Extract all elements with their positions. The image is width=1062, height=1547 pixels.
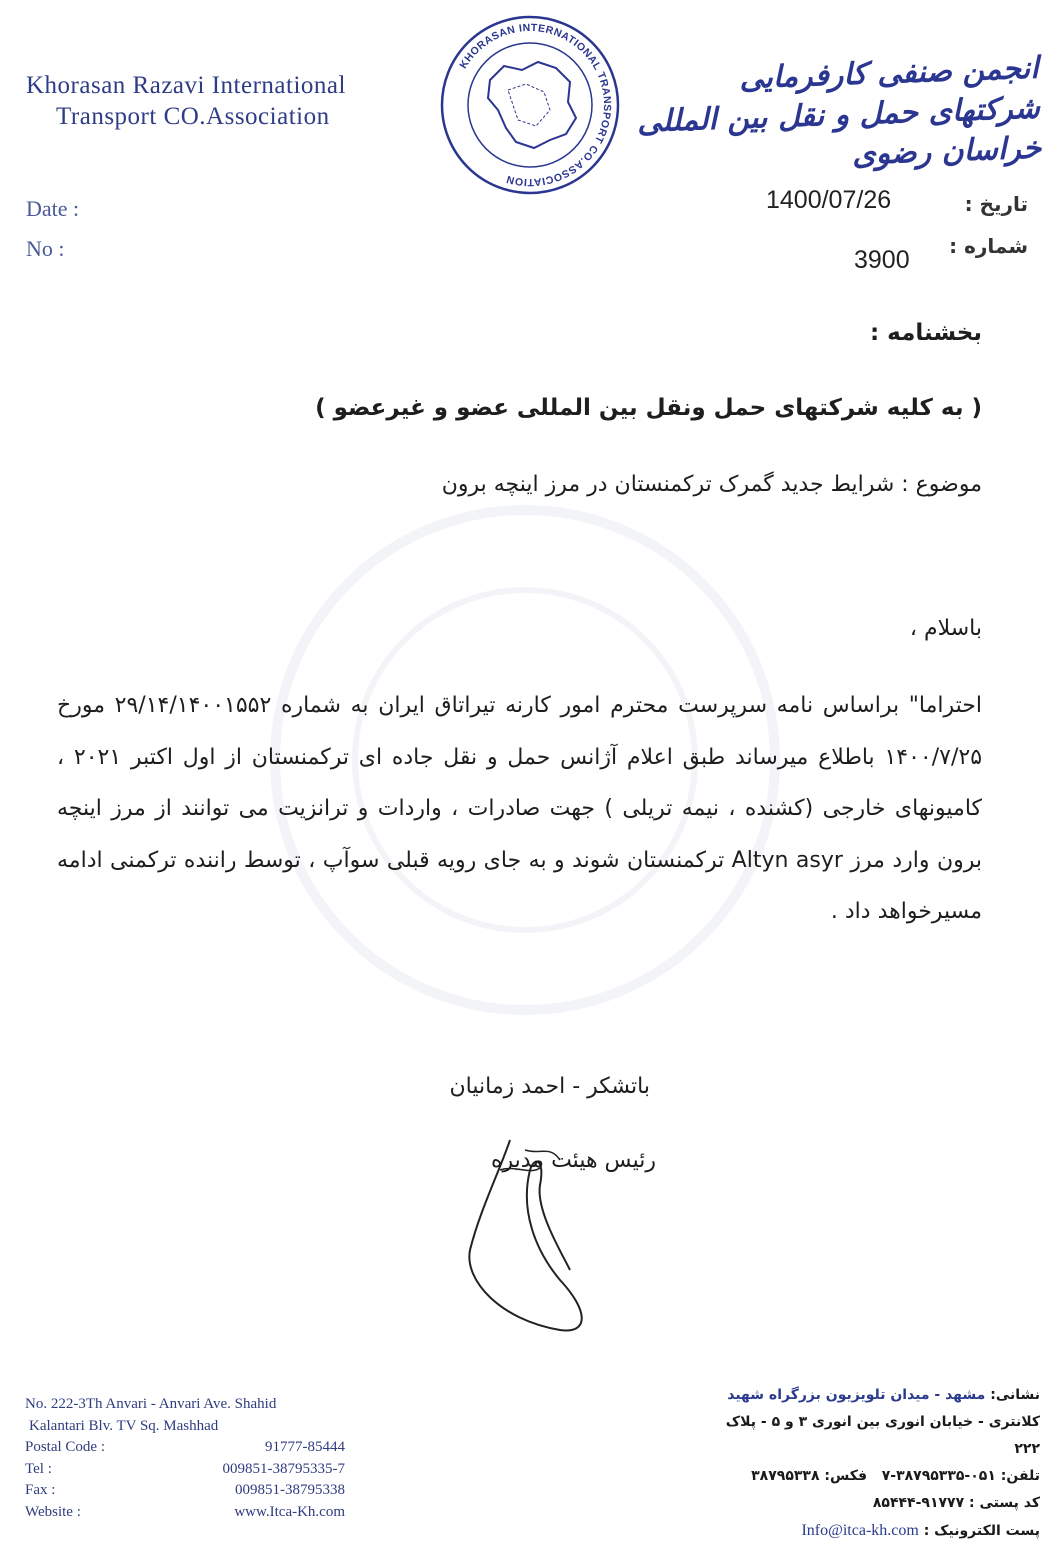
footer-fa-address-row1 xyxy=(710,1382,1040,1409)
footer-tel-row xyxy=(25,1459,345,1481)
handwritten-signature xyxy=(440,1130,620,1340)
footer-fa-postal-value: ۹۱۷۷۷-۸۵۴۴۴ xyxy=(872,1495,965,1511)
subject-line: موضوع : شرایط جدید گمرک ترکمنستان در مرز اینچه برون xyxy=(441,472,982,497)
footer-fa-postal-label: کد پستی : xyxy=(969,1495,1040,1511)
signatory-position: رئیس هیئت مدیره xyxy=(490,1148,656,1173)
footer-website-label: Website : xyxy=(25,1503,81,1520)
footer-fa-fax-label: فکس: xyxy=(824,1468,868,1484)
footer-address-line1: No. 222-3Th Anvari - Anvari Ave. Shahid xyxy=(25,1396,277,1412)
number-label-en: No : xyxy=(26,236,65,261)
footer-fa-email-link[interactable]: Info@itca-kh.com xyxy=(801,1522,919,1539)
date-label-fa: تاریخ : xyxy=(964,192,1028,216)
org-name-en xyxy=(26,70,346,132)
number-label-fa: شماره : xyxy=(949,234,1028,258)
date-value: 1400/07/26 xyxy=(766,186,892,214)
footer-en xyxy=(25,1394,345,1523)
footer-website-row xyxy=(25,1502,345,1524)
footer-postal-label: Postal Code : xyxy=(25,1439,106,1455)
recipients-line: ( به کلیه شرکتهای حمل ونقل بین المللی عضو و غیرعضو ) xyxy=(315,395,982,421)
svg-text:KHORASAN INTERNATIONAL TRANSPO: KHORASAN INTERNATIONAL TRANSPORT CO.ASSOCIATION xyxy=(457,21,614,189)
footer-fax-value: 009851-38795338 xyxy=(235,1482,345,1498)
circular-heading: بخشنامه : xyxy=(869,320,982,346)
footer-fa-phone-value: ۰۵۱-۳۸۷۹۵۳۳۵-۷ xyxy=(881,1468,996,1484)
date-label-en: Date : xyxy=(26,196,80,221)
footer-postal-value: 91777-85444 xyxy=(265,1439,345,1455)
footer-fa-fax-value: ۳۸۷۹۵۳۳۸ xyxy=(751,1468,820,1484)
footer-fa-phone-label: تلفن: xyxy=(1000,1468,1040,1484)
footer-postal-row xyxy=(25,1437,345,1459)
footer-fax-label: Fax : xyxy=(25,1482,56,1498)
signatory-name: باتشکر - احمد زمانیان xyxy=(449,1074,650,1099)
footer-website-link[interactable]: www.Itca-Kh.com xyxy=(234,1503,345,1520)
footer-fa-email-row xyxy=(710,1517,1040,1545)
greeting: باسلام ، xyxy=(909,616,982,641)
org-name-en-line1: Khorasan Razavi International xyxy=(26,72,346,99)
footer-fa-phone-row xyxy=(710,1463,1040,1490)
org-name-fa: انجمن صنفی کارفرمایی شرکتهای حمل و نقل بین المللی خراسان رضوی xyxy=(636,50,1042,173)
footer-fa-postal-row xyxy=(710,1490,1040,1517)
letter-body-paragraph: احتراما" براساس نامه سرپرست محترم امور کارنه تیراتاق ایران به شماره ۲۹/۱۴/۱۴۰۰۱۵۵۲ مورخ ۱۴۰۰/۷/۲۵ باطلاع میرساند طبق اعلام آژانس حمل و نقل جاده ای ترکمنستان از اول اکتبر ۲۰۲۱ ، کامیونهای خارجی (کشنده ، نیمه تریلی ) جهت صادرات ، واردات و ترانزیت می توانند از مرز اینچه برون وارد مرز Altyn asyr ترکمنستان شوند و به جای رویه قبلی سوآپ ، توسط راننده ترکمنی ادامه مسیرخواهد داد . xyxy=(57,693,983,924)
footer-fax-row xyxy=(25,1480,345,1502)
footer-tel-value: 009851-38795335-7 xyxy=(222,1460,345,1477)
footer-fa-address-row2 xyxy=(710,1409,1040,1463)
footer-tel-label: Tel : xyxy=(25,1460,52,1477)
footer-fa-address-label: نشانی: xyxy=(990,1387,1040,1403)
association-seal-logo xyxy=(438,10,622,200)
footer-fa xyxy=(710,1382,1040,1545)
footer-address-line2: Kalantari Blv. TV Sq. Mashhad xyxy=(29,1417,219,1434)
footer-fa-address-line1: مشهد - میدان تلویزیون بزرگراه شهید xyxy=(727,1387,986,1403)
footer-fa-email-label: پست الکترونیک : xyxy=(923,1523,1040,1539)
org-name-en-line2: Transport CO.Association xyxy=(56,103,330,130)
number-value: 3900 xyxy=(854,246,910,274)
footer-fa-address-line2: کلانتری - خیابان انوری بین انوری ۳ و ۵ - پلاک ۲۲۲ xyxy=(725,1414,1040,1457)
